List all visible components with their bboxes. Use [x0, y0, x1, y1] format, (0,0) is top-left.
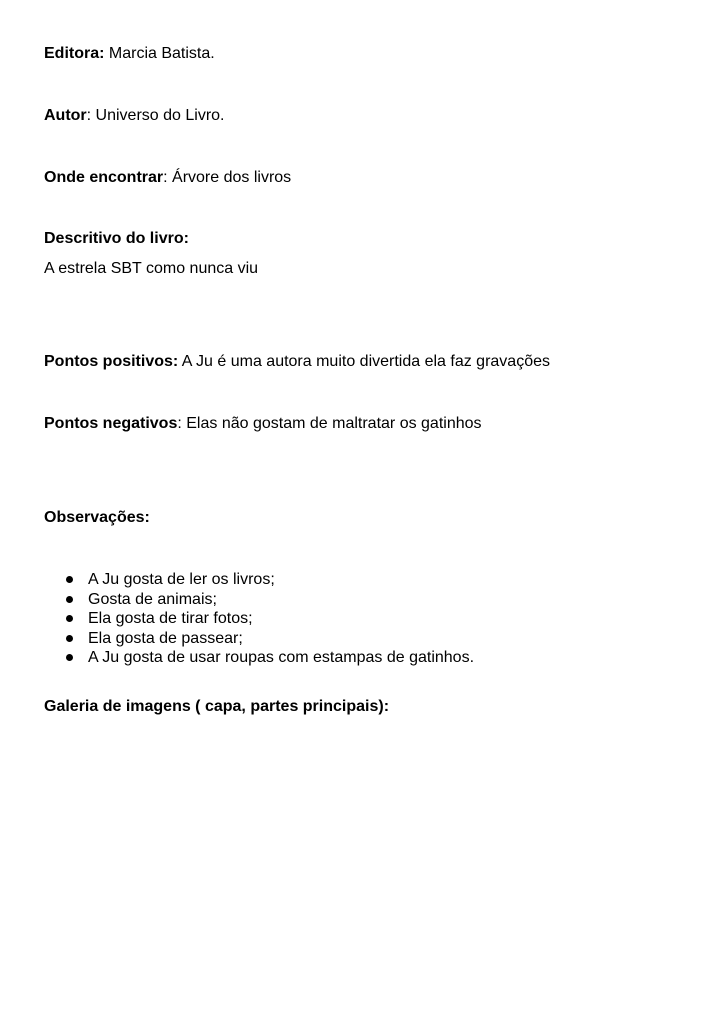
bullet-icon [66, 576, 73, 583]
bullet-icon [66, 635, 73, 642]
bullet-icon [66, 596, 73, 603]
list-item-text: Ela gosta de tirar fotos; [88, 610, 253, 627]
list-item-text: Gosta de animais; [88, 590, 217, 608]
list-item [66, 590, 474, 610]
editora-value: Marcia Batista. [104, 45, 215, 62]
bullet-icon [66, 615, 73, 622]
galeria-label: Galeria de imagens ( capa, partes principais): [44, 698, 390, 715]
onde-encontrar-label: Onde encontrar [44, 169, 164, 186]
descritivo-text: A estrela SBT como nunca viu [44, 260, 259, 277]
editora-line [44, 44, 215, 64]
pontos-positivos-value: A Ju é uma autora muito divertida ela faz gravações [178, 353, 550, 370]
descritivo-label: Descritivo do livro: [44, 230, 189, 247]
observacoes-heading [44, 508, 150, 528]
list-item-text: Ela gosta de passear; [88, 629, 243, 647]
galeria-heading [44, 697, 389, 717]
list-item [66, 648, 474, 668]
pontos-negativos-label: Pontos negativos [44, 415, 178, 432]
list-item [66, 570, 474, 590]
list-item [66, 629, 474, 649]
descritivo-heading [44, 229, 189, 249]
pontos-negativos-line [44, 414, 482, 434]
observacoes-label: Observações: [44, 509, 150, 526]
autor-line [44, 106, 225, 126]
pontos-positivos-line [44, 352, 550, 372]
bullet-icon [66, 654, 73, 661]
editora-label: Editora: [44, 45, 105, 62]
onde-encontrar-value: : Árvore dos livros [163, 169, 292, 186]
autor-value: : Universo do Livro. [86, 107, 225, 124]
pontos-negativos-value: : Elas não gostam de maltratar os gatinhos [177, 415, 482, 432]
list-item [66, 609, 474, 629]
onde-encontrar-line [44, 168, 291, 188]
autor-label: Autor [44, 107, 87, 124]
observacoes-list [66, 570, 474, 668]
pontos-positivos-label: Pontos positivos: [44, 353, 179, 370]
list-item-text: A Ju gosta de usar roupas com estampas de gatinhos. [88, 649, 475, 666]
list-item-text: A Ju gosta de ler os livros; [88, 571, 275, 588]
